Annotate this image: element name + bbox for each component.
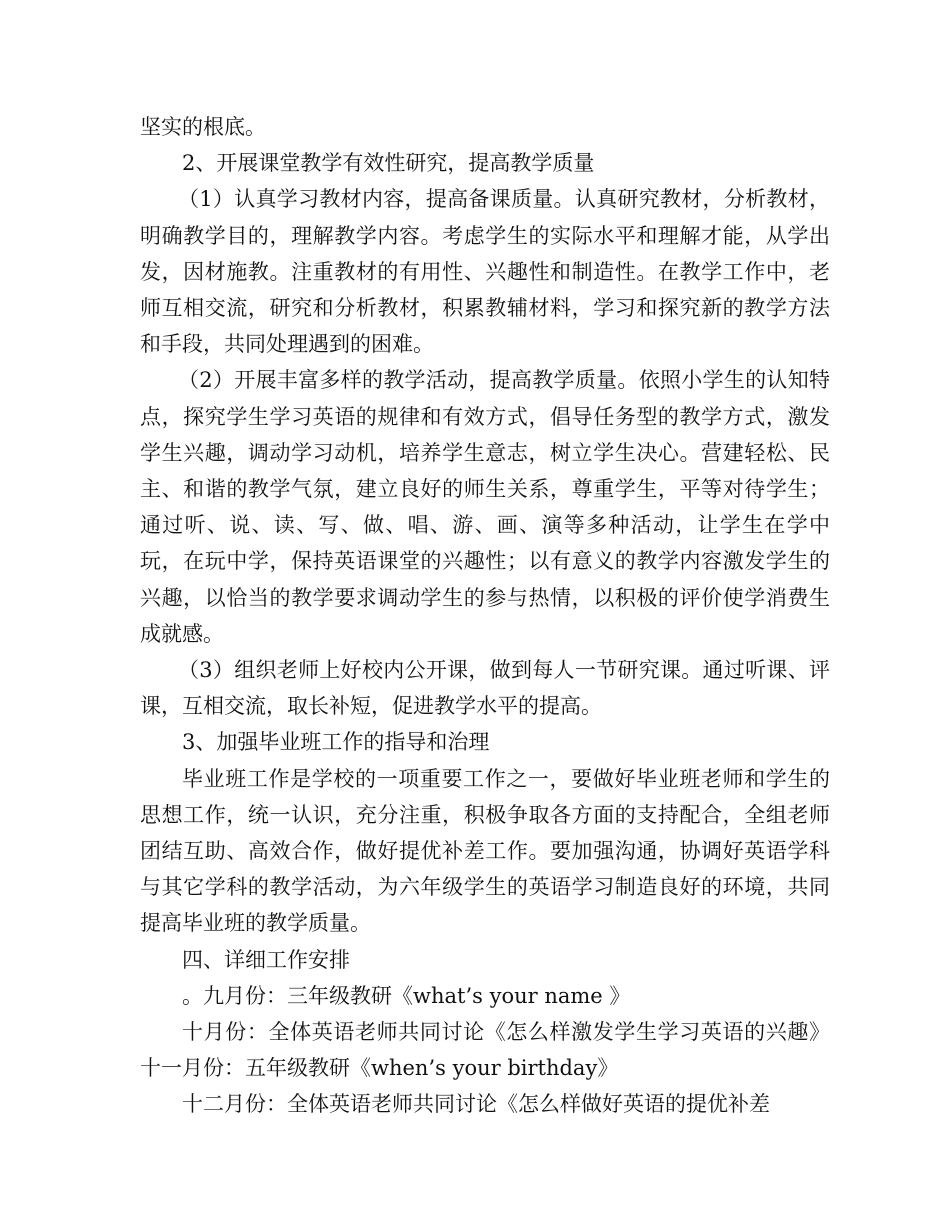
schedule-december: 十二月份：全体英语老师共同讨论《怎么样做好英语的提优补差	[182, 1092, 770, 1117]
document-body	[140, 109, 830, 1123]
paragraph-item-3: （3）组织老师上好校内公开课，做到每人一节研究课。通过听课、评课，互相交流，取长补短，促进教学水平的提高。	[140, 658, 830, 719]
section-heading-4: 四、详细工作安排	[182, 947, 350, 972]
paragraph-graduating-class: 毕业班工作是学校的一项重要工作之一，要做好毕业班老师和学生的思想工作，统一认识，充分注重，积极争取各方面的支持配合，全组老师团结互助、高效合作，做好提优补差工作。要加强沟通，协调好英语学科与其它学科的教学活动，为六年级学生的英语学习制造良好的环境，共同提高毕业班的教学质量。	[140, 766, 830, 936]
paragraph-item-2: （2）开展丰富多样的教学活动，提高教学质量。依照小学生的认知特点，探究学生学习英语的规律和有效方式，倡导任务型的教学方式，激发学生兴趣，调动学习动机，培养学生意志，树立学生决心。营建轻松、民主、和谐的教学气氛，建立良好的师生关系，尊重学生，平等对待学生；通过听、说、读、写、做、唱、游、画、演等多种活动，让学生在学中玩，在玩中学，保持英语课堂的兴趣性；以有意义的教学内容激发学生的兴趣，以恰当的教学要求调动学生的参与热情，以积极的评价使学消费生成就感。	[140, 368, 830, 646]
paragraph-continuation: 坚实的根底。	[140, 115, 266, 139]
schedule-october-november: 十月份：全体英语老师共同讨论《怎么样激发学生学习英语的兴趣》 十一月份：五年级教研《when’s your birthday》	[140, 1020, 830, 1081]
schedule-september: 。九月份：三年级教研《what’s your name 》	[182, 983, 631, 1008]
paragraph-item-1: （1）认真学习教材内容，提高备课质量。认真研究教材，分析教材，明确教学目的，理解教学内容。考虑学生的实际水平和理解才能，从学出发，因材施教。注重教材的有用性、兴趣性和制造性。在教学工作中，老师互相交流，研究和分析教材，积累教辅材料，学习和探究新的教学方法和手段，共同处理遇到的困难。	[140, 187, 830, 357]
section-heading-3: 3、加强毕业班工作的指导和治理	[182, 730, 490, 755]
section-heading-2: 2、开展课堂教学有效性研究，提高教学质量	[182, 151, 595, 176]
